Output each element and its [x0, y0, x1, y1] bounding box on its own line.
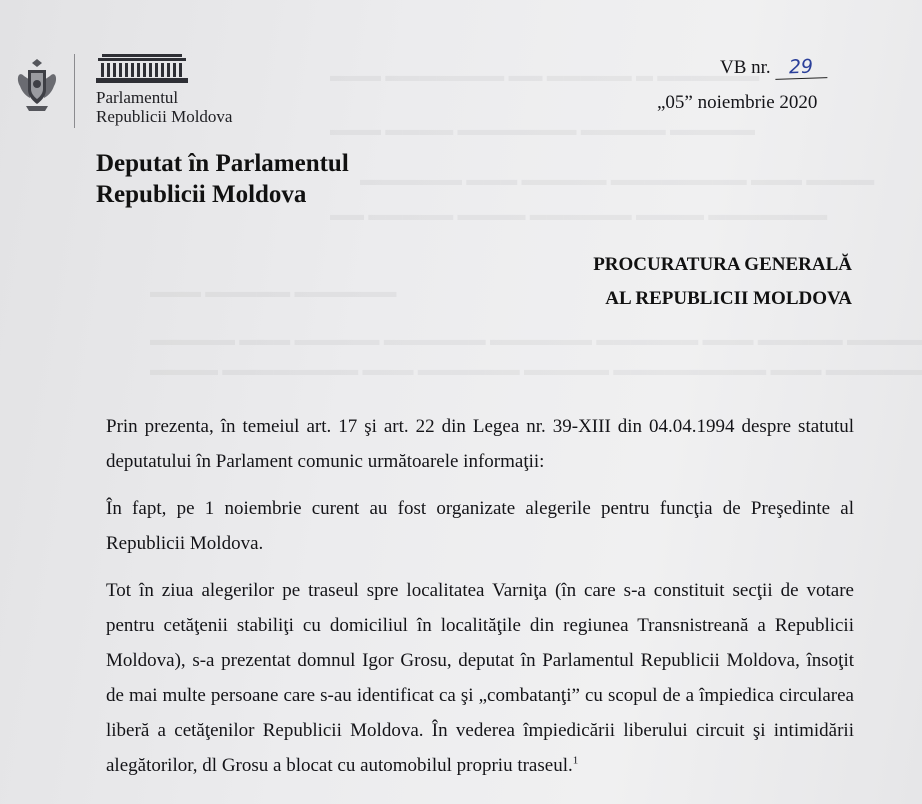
bleed-through-text [330, 120, 755, 140]
logo-line-2: Republicii Moldova [96, 107, 233, 126]
sender-block [96, 148, 349, 210]
bleed-through-text [330, 66, 759, 86]
logo-line-1: Parlamentul [96, 88, 179, 107]
handwritten-number: 29 [775, 55, 828, 80]
letter-date: „05” noiembrie 2020 [657, 92, 818, 113]
sender-line-2: Republicii Moldova [96, 181, 307, 208]
recipient-block [593, 248, 852, 316]
coat-of-arms-icon [14, 56, 60, 114]
recipient-line-1: PROCURATURA GENERALĂ [593, 254, 852, 275]
letter-body [106, 409, 854, 795]
header-divider [74, 54, 75, 128]
reference-prefix: VB nr. [720, 57, 771, 78]
parliament-building-icon [96, 54, 188, 84]
reference-number [720, 56, 827, 79]
bleed-through-text [330, 205, 827, 225]
bleed-through-text [150, 282, 397, 302]
body-paragraph-2: În fapt, pe 1 noiembrie curent au fost organizate alegerile pentru funcţia de Preşedinte al Republicii Moldova. [106, 498, 854, 554]
footnote-marker: 1 [572, 754, 579, 767]
body-paragraph-3-text: Tot în ziua alegerilor pe traseul spre localitatea Varniţa (în care s-a constituit secţii de votare pentru cetăţenii stabiliţi cu domiciliul în localităţile din regiunea Transnistreană a Republicii Moldova), s-a prezentat domnul Igor Grosu, deputat în Parlamentul Republicii Moldova, însoţit de mai multe persoane care s-au identificat ca şi „combatanţi” cu scopul de a împiedica circularea liberă a cetăţenilor Republicii Moldova. În vederea împiedicării liberului circuit şi intimidării alegătorilor, dl Grosu a blocat cu automobilul propriu traseul. [106, 580, 854, 776]
recipient-line-2: AL REPUBLICII MOLDOVA [605, 288, 852, 309]
bleed-through-text [150, 360, 922, 380]
sender-line-1: Deputat în Parlamentul [96, 150, 349, 177]
institution-logo-text [96, 88, 232, 126]
bleed-through-text [150, 330, 922, 350]
body-paragraph-1: Prin prezenta, în temeiul art. 17 şi art. 22 din Legea nr. 39-XIII din 04.04.1994 despre statutul deputatului în Parlament comunic următoarele informaţii: [106, 416, 854, 472]
body-paragraph-3 [106, 573, 854, 783]
bleed-through-text [360, 170, 874, 190]
